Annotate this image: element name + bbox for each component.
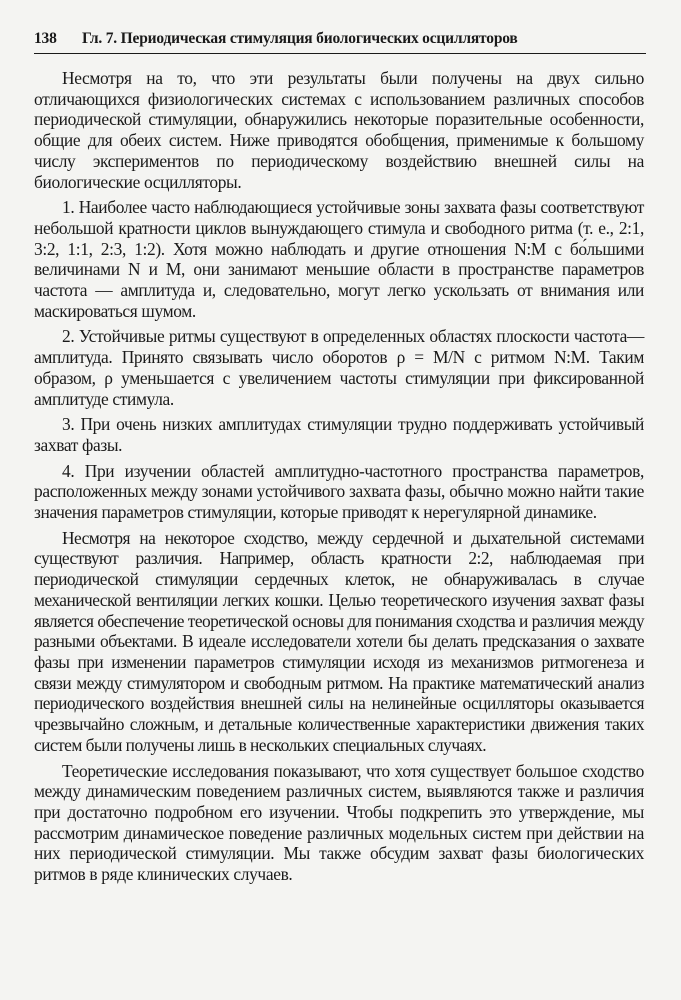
paragraph-point-1: 1. Наиболее часто наблюдающиеся устойчивые зоны захвата фазы соответствуют небольшой кратности циклов вынуждающего стимула и свободного ритма (т. е., 2:1, 3:2, 1:1, 2:3, 1:2). Хотя можно наблюдать и другие отношения N:M с бо́льшими величинами N и M, они занимают меньшие области в пространстве параметров частота — амплитуда и, следовательно, могут легко ускользать от внимания или маскироваться шумом. — [34, 197, 644, 321]
page-number: 138 — [34, 30, 57, 47]
paragraph-theory: Теоретические исследования показывают, что хотя существует большое сходство между динамическим поведением различных систем, выявляются также и различия при достаточно подробном его изучении. Чтобы подкрепить это утверждение, мы рассмотрим динамическое поведение различных модельных систем при действии на них периодической стимуляции. Мы также обсудим захват фазы биологических ритмов в ряде клинических случаев. — [34, 760, 644, 885]
running-title: Гл. 7. Периодическая стимуляция биологических осцилляторов — [82, 30, 518, 47]
paragraph-point-4: 4. При изучении областей амплитудно-частотного пространства параметров, расположенных между зонами устойчивого захвата фазы, обычно можно найти такие значения параметров стимуляции, которые приводят к нерегулярной динамике. — [34, 460, 644, 523]
paragraph-differences: Несмотря на некоторое сходство, между сердечной и дыхательной системами существуют различия. Например, область кратности 2:2, наблюдаемая при периодической стимуляции сердечных клеток, не обнаруживалась в случае механической вентиляции легких кошки. Целью теоретического изучения захват фазы является обеспечение теоретической основы для понимания сходства и различия между разными объектами. В идеале исследователи хотели бы делать предсказания о захвате фазы при изменении параметров стимуляции исходя из механизмов ритмогенеза и связи между стимулятором и свободным ритмом. На практике математический анализ периодического воздействия внешней силы на нелинейные осцилляторы оказывается чрезвычайно сложным, и детальные количественные характеристики движения таких систем были получены лишь в нескольких специальных случаях. — [34, 527, 644, 755]
running-header — [34, 30, 646, 48]
paragraph-intro: Несмотря на то, что эти результаты были получены на двух сильно отличающихся физиологических системах с использованием различных способов периодической стимуляции, обнаружились некоторые поразительные особенности, общие для обеих систем. Ниже приводятся обобщения, применимые к большому числу экспериментов по периодическому воздействию внешней силы на биологические осцилляторы. — [34, 68, 644, 192]
paragraph-point-3: 3. При очень низких амплитудах стимуляции трудно поддерживать устойчивый захват фазы. — [34, 414, 644, 455]
page-body — [34, 68, 644, 885]
header-rule — [34, 53, 646, 54]
paragraph-point-2: 2. Устойчивые ритмы существуют в определенных областях плоскости частота—амплитуда. Принято связывать число оборотов ρ = M/N с ритмом N:M. Таким образом, ρ уменьшается с увеличением частоты стимуляции при фиксированной амплитуде стимула. — [34, 326, 644, 409]
